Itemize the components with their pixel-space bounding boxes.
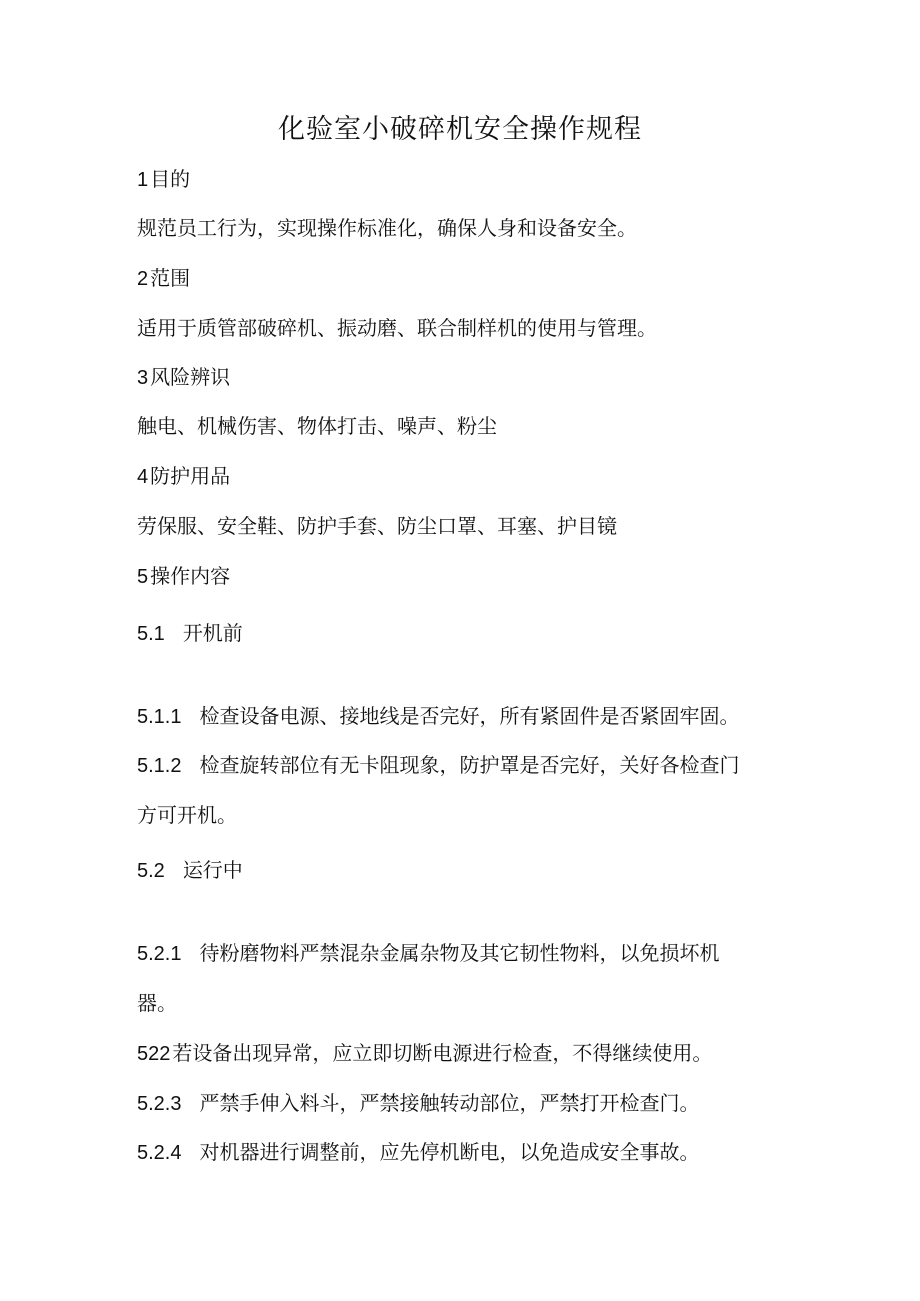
item-5-2-2 [137, 1038, 712, 1069]
item-number: 5.2.1 [137, 943, 182, 965]
item-number: 5.2.4 [137, 1142, 182, 1164]
item-5-2-4 [137, 1137, 699, 1168]
item-text: 若设备出现异常，应立即切断电源进行检查，不得继续使用。 [172, 1041, 713, 1065]
section-3-body: 触电、机械伤害、物体打击、噪声、粉尘 [137, 414, 497, 438]
item-5-2-1-continuation: 器。 [137, 991, 177, 1015]
item-text: 检查旋转部位有无卡阻现象，防护罩是否完好，关好各检查门 [199, 753, 740, 777]
subsection-number: 5.2 [137, 860, 165, 882]
section-number: 1 [137, 169, 149, 191]
item-number: 5.2.3 [137, 1093, 182, 1115]
section-1-heading [137, 164, 190, 195]
section-2-body: 适用于质管部破碎机、振动磨、联合制样机的使用与管理。 [137, 316, 657, 340]
section-heading-text: 风险辨识 [150, 365, 231, 389]
item-text: 严禁手伸入料斗，严禁接触转动部位，严禁打开检查门。 [199, 1091, 700, 1115]
section-number: 5 [137, 566, 149, 588]
subsection-5-2-heading [137, 855, 243, 886]
section-3-heading [137, 362, 230, 393]
section-heading-text: 目的 [150, 167, 191, 191]
item-text: 检查设备电源、接地线是否完好，所有紧固件是否紧固牢固。 [199, 704, 740, 728]
subsection-heading-text: 开机前 [182, 621, 243, 645]
item-number: 5.1.2 [137, 755, 182, 777]
item-number: 522 [137, 1043, 171, 1065]
item-text: 对机器进行调整前，应先停机断电，以免造成安全事故。 [199, 1140, 700, 1164]
section-heading-text: 范围 [150, 266, 191, 290]
section-4-heading [137, 461, 230, 492]
section-4-body: 劳保服、安全鞋、防护手套、防尘口罩、耳塞、护目镜 [137, 514, 617, 538]
item-5-1-1 [137, 701, 739, 732]
item-text: 待粉磨物料严禁混杂金属杂物及其它韧性物料，以免损坏机 [199, 941, 720, 965]
section-heading-text: 防护用品 [150, 464, 231, 488]
item-5-2-3 [137, 1088, 699, 1119]
section-number: 3 [137, 367, 149, 389]
subsection-number: 5.1 [137, 623, 165, 645]
document-title: 化验室小破碎机安全操作规程 [278, 114, 642, 145]
section-2-heading [137, 263, 190, 294]
section-number: 4 [137, 466, 149, 488]
subsection-5-1-heading [137, 618, 243, 649]
subsection-heading-text: 运行中 [182, 858, 243, 882]
item-5-1-2-continuation: 方可开机。 [137, 803, 237, 827]
item-5-1-2 [137, 750, 739, 781]
item-5-2-1 [137, 938, 719, 969]
section-1-body: 规范员工行为，实现操作标准化，确保人身和设备安全。 [137, 216, 637, 240]
section-5-heading [137, 561, 230, 592]
section-heading-text: 操作内容 [150, 564, 231, 588]
section-number: 2 [137, 268, 149, 290]
item-number: 5.1.1 [137, 706, 182, 728]
